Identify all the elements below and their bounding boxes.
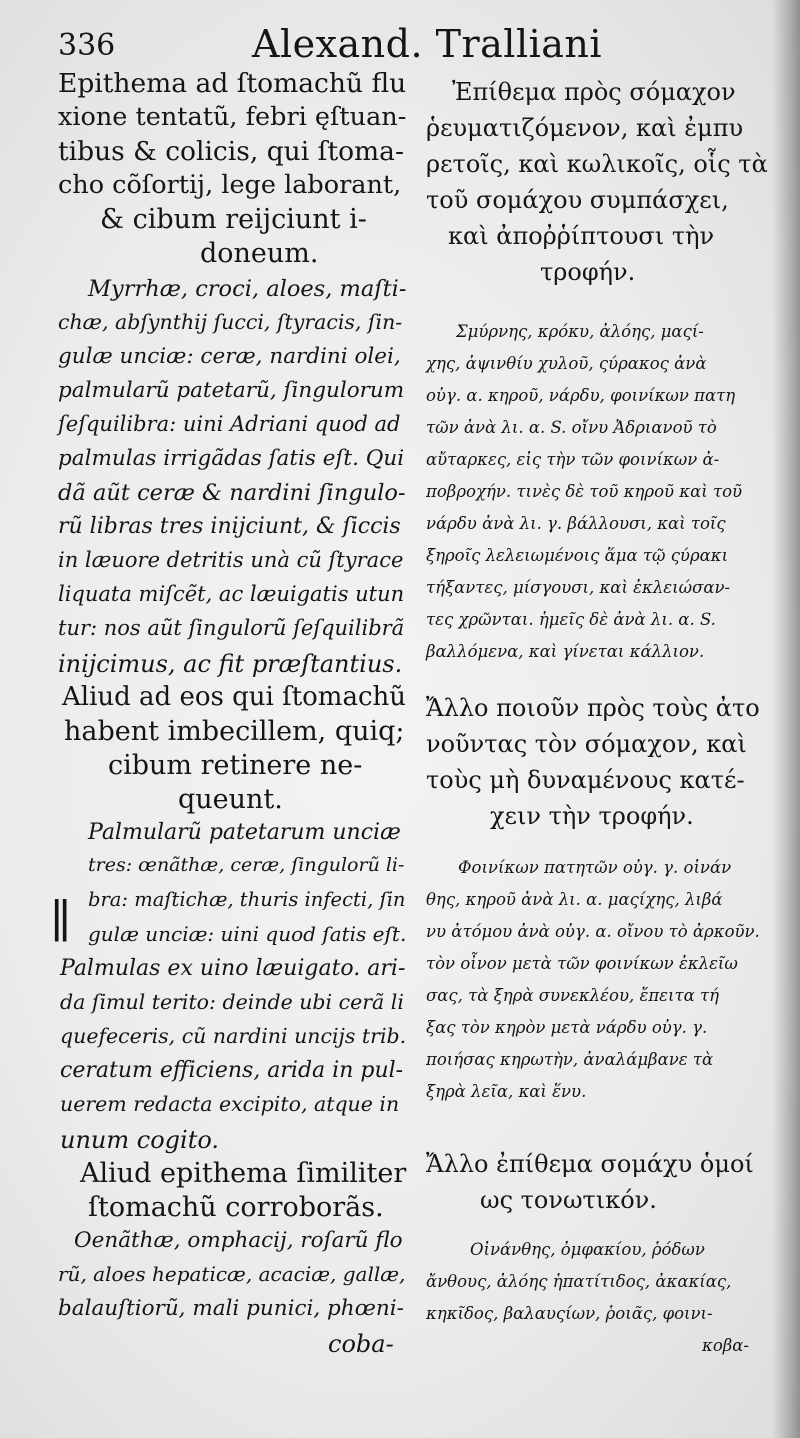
latin-text-line: tur: nos aũt ſingulorũ ſeſquilibrã [58, 616, 405, 640]
latin-text-line: dã aũt ceræ & nardini ſingulo- [58, 480, 406, 506]
greek-text-line: ποιήσας κηρωτὴν, ἀναλάμβανε τὰ [426, 1050, 714, 1069]
latin-text-line: palmulas irrigãdas ſatis eſt. Qui [58, 446, 405, 471]
running-title: Alexand. Tralliani [252, 22, 603, 66]
greek-text-line: τήξαντες, μίσγουσι, καὶ ἐκλειώσαν- [426, 578, 731, 597]
greek-text-line: αὔταρκες, εἰς τὴν τῶν φοινίκων ἀ- [426, 450, 720, 469]
greek-text-line: τοῦ σομάχου συμπάσχει, [426, 186, 729, 214]
greek-text-line: τροφήν. [540, 258, 636, 286]
latin-text-line: & cibum reijciunt i- [100, 204, 367, 235]
greek-text-line: θης, κηροῦ ἀνὰ λι. α. μαςίχης, λιβά [426, 890, 723, 909]
greek-text-line: βαλλόμενα, καὶ γίνεται κάλλιον. [426, 642, 705, 661]
latin-text-line: Aliud epithema ſimiliter [80, 1158, 407, 1189]
greek-text-line: σας, τὰ ξηρὰ συνεκλέου, ἔπειτα τή [426, 986, 720, 1005]
page-number: 336 [58, 28, 116, 63]
greek-text-line: νοῦντας τὸν σόμαχον, καὶ [426, 730, 747, 758]
latin-text-line: bra: maſtichæ, thuris infecti, ſin [88, 888, 406, 911]
greek-text-line: κηκῖδος, βαλαυςίων, ῥοιᾶς, φοινι- [426, 1304, 713, 1323]
page-gutter-shadow [772, 0, 800, 1438]
greek-text-line: καὶ ἀποῤῥίπτουσι τὴν [448, 222, 715, 250]
latin-text-line: ſeſquilibra: uini Adriani quod ad [58, 412, 401, 436]
latin-text-line: palmularũ patetarũ, ſingulorum [58, 378, 405, 403]
latin-text-line: doneum. [200, 238, 319, 269]
greek-text-line: ποβροχήν. τινὲς δὲ τοῦ κηροῦ καὶ τοῦ [426, 482, 743, 501]
greek-text-line: κοβα- [702, 1336, 750, 1355]
greek-text-line: χειν τὴν τροφήν. [490, 802, 694, 830]
latin-text-line: cho cõſortij, lege laborant, [58, 170, 402, 200]
latin-text-line: chæ, abſynthij ſucci, ſtyracis, ſin- [58, 310, 403, 334]
latin-text-line: inijcimus, ac fit præſtantius. [58, 650, 403, 678]
greek-text-line: νυ ἀτόμου ἀνὰ οὐγ. α. οἴνου τὸ ἀρκοῦν. [426, 922, 760, 941]
greek-text-line: ρετοῖς, καὶ κωλικοῖς, οἷς τὰ [426, 150, 768, 178]
latin-text-line: Palmularũ patetarum unciæ [88, 820, 401, 845]
latin-text-line: Oenãthæ, omphacij, roſarũ flo [74, 1228, 403, 1253]
greek-text-line: Σμύρνης, κρόκυ, ἀλόης, μαςί- [456, 322, 704, 341]
latin-text-line: queunt. [178, 784, 283, 815]
latin-text-line: gulæ unciæ: uini quod ſatis eſt. [88, 922, 407, 946]
greek-text-line: τοὺς μὴ δυναμένους κατέ- [426, 766, 745, 794]
greek-text-line: Ἄλλο ποιοῦν πρὸς τοὺς ἀτο [426, 694, 760, 722]
greek-text-line: τὸν οἶνον μετὰ τῶν φοινίκων ἐκλεῖω [426, 954, 738, 973]
greek-text-line: οὐγ. α. κηροῦ, νάρδυ, φοινίκων πατη [426, 386, 736, 405]
greek-text-line: τες χρῶνται. ἡμεῖς δὲ ἀνὰ λι. α. S. [426, 610, 716, 629]
latin-text-line: tres: œnãthæ, ceræ, ſingulorũ li- [88, 854, 405, 876]
latin-text-line: in læuore detritis unà cũ ſtyrace [58, 548, 404, 572]
latin-text-line: rũ libras tres inijciunt, & ſiccis [58, 514, 401, 539]
latin-text-line: ceratum efficiens, arida in pul- [60, 1058, 404, 1083]
latin-text-line: Myrrhæ, croci, aloes, maſti- [88, 276, 407, 302]
latin-text-line: cibum retinere ne- [108, 750, 363, 781]
greek-text-line: νάρδυ ἀνὰ λι. γ. βάλλουσι, καὶ τοῖς [426, 514, 726, 533]
greek-text-line: Οἰνάνθης, ὀμφακίου, ῥόδων [470, 1240, 705, 1259]
latin-text-line: gulæ unciæ: ceræ, nardini olei, [58, 344, 401, 369]
page-header [58, 22, 758, 68]
latin-text-line: ſtomachũ corroborãs. [88, 1192, 384, 1223]
greek-text-line: ξας τὸν κηρὸν μετὰ νάρδυ οὐγ. γ. [426, 1018, 708, 1037]
greek-text-line: ως τονωτικόν. [480, 1186, 657, 1214]
greek-text-line: Ἄλλο ἐπίθεμα σομάχυ ὁμοί [426, 1150, 754, 1178]
latin-text-line: coba- [328, 1330, 394, 1358]
greek-text-line: ῥευματιζόμενον, καὶ ἐμπυ [426, 114, 744, 142]
greek-text-line: ξηρὰ λεῖα, καὶ ἕνυ. [426, 1082, 587, 1101]
greek-text-line: ξηροῖς λελειωμένοις ἅμα τῷ ςύρακι [426, 546, 729, 565]
latin-text-line: uerem redacta excipito, atque in [60, 1092, 400, 1116]
latin-text-line: liquata miſcẽt, ac læuigatis utun [58, 582, 405, 606]
latin-text-line: quefeceris, cũ nardini uncijs trib. [60, 1024, 407, 1048]
latin-text-line: rũ, aloes hepaticæ, acaciæ, gallæ, [58, 1262, 406, 1286]
latin-text-line: xione tentatũ, febri ęſtuan- [58, 102, 407, 132]
latin-text-line: habent imbecillem, quiq; [64, 716, 405, 747]
greek-text-line: Φοινίκων πατητῶν οὐγ. γ. οἰνάν [458, 858, 732, 877]
marginal-mark: ∥ [50, 894, 72, 948]
latin-text-line: Epithema ad ſtomachũ flu [58, 68, 407, 99]
latin-text-line: unum cogito. [60, 1126, 219, 1154]
greek-text-line: χης, ἀψινθίυ χυλοῦ, ςύρακος ἀνὰ [426, 354, 707, 373]
latin-text-line: tibus & colicis, qui ſtoma- [58, 136, 404, 167]
latin-text-line: Aliud ad eos qui ſtomachũ [62, 682, 407, 712]
latin-text-line: balauſtiorũ, mali punici, phœni- [58, 1296, 404, 1321]
latin-text-line: Palmulas ex uino læuigato. ari- [60, 956, 406, 981]
greek-text-line: ἄνθους, ἀλόης ἡπατίτιδος, ἀκακίας, [426, 1272, 732, 1291]
greek-text-line: τῶν ἀνὰ λι. α. S. οἴνυ Ἀδριανοῦ τὸ [426, 418, 717, 437]
greek-text-line: Ἐπίθεμα πρὸς σόμαχον [452, 78, 736, 106]
latin-text-line: da ſimul terito: deinde ubi cerã li [60, 990, 404, 1014]
